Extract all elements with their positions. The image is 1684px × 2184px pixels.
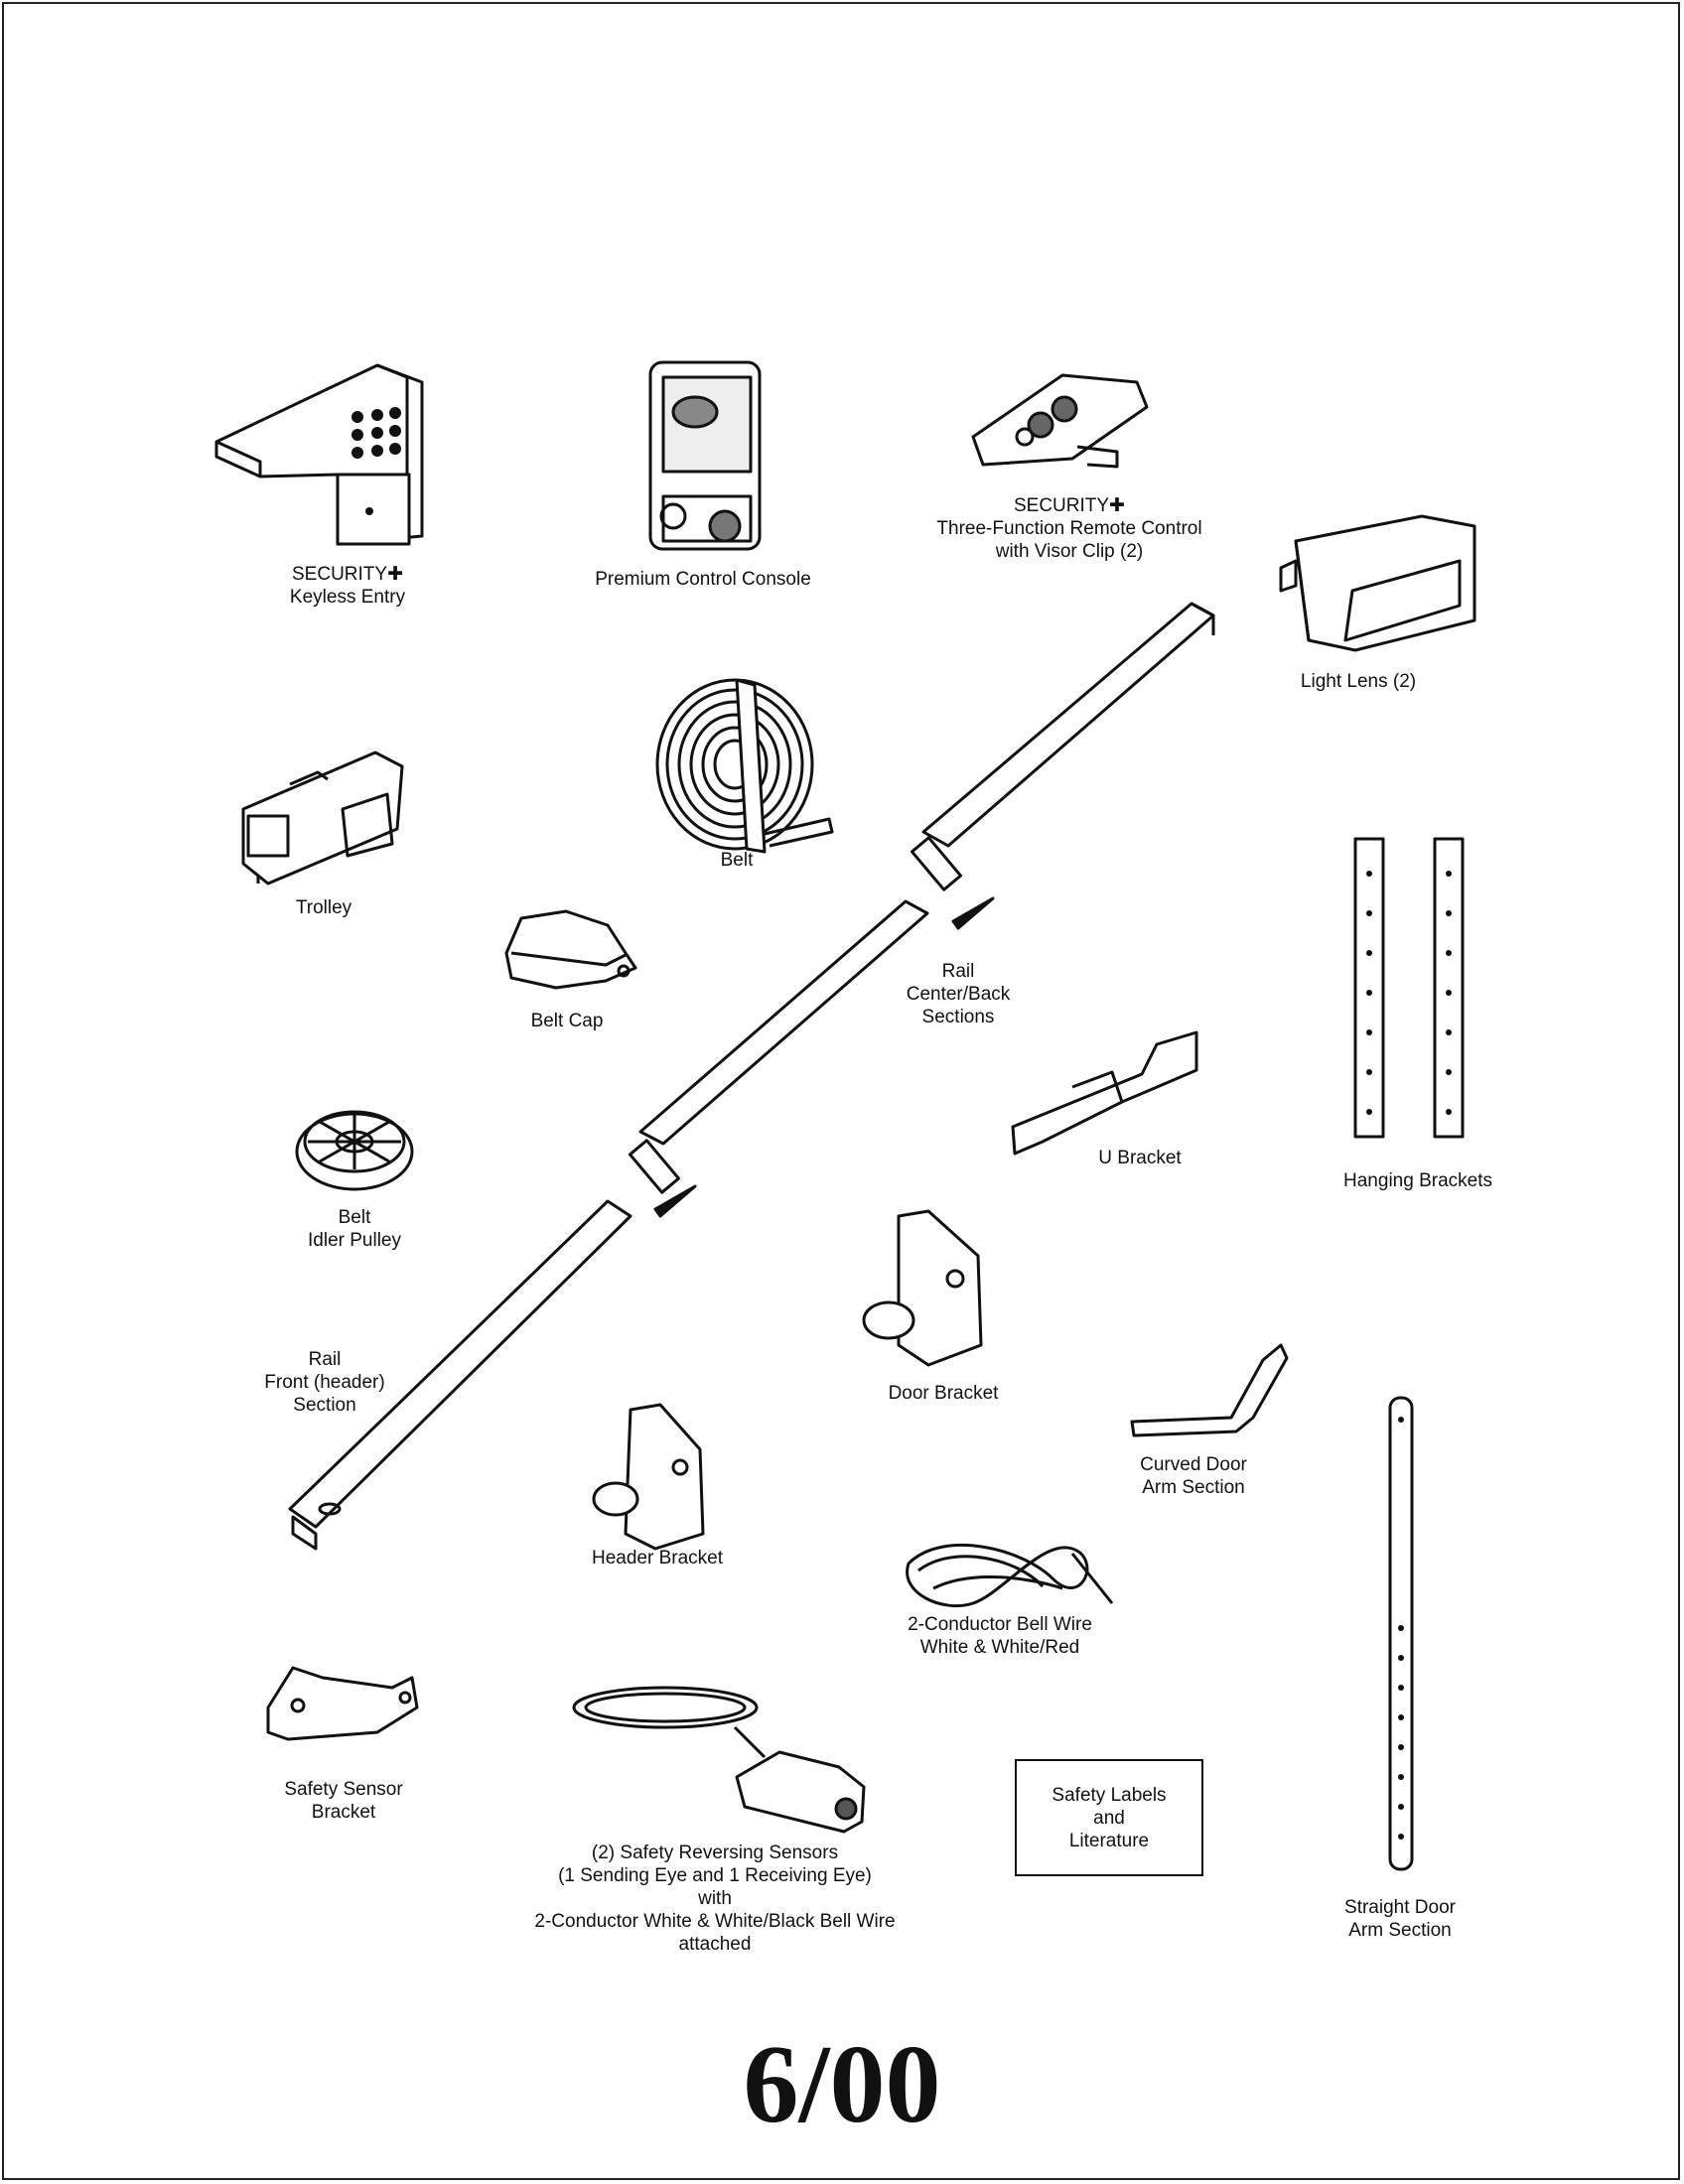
- curved-door-arm-label: Curved Door Arm Section: [1140, 1454, 1247, 1498]
- header-bracket-label: Header Bracket: [591, 1548, 724, 1569]
- light-lens-icon: [1281, 516, 1474, 650]
- u-bracket-icon: [1013, 1032, 1196, 1154]
- control-console-icon: [650, 362, 760, 549]
- header-bracket-icon: [594, 1405, 703, 1549]
- straight-door-arm-icon: [1390, 1398, 1412, 1869]
- rail-center-icon: [631, 901, 927, 1192]
- safety-labels-box: Safety Labels and Literature: [1015, 1759, 1203, 1876]
- belt-coil-icon: [657, 680, 832, 852]
- hanging-brackets-icon: [1355, 839, 1463, 1137]
- remote-control-icon: [973, 375, 1147, 467]
- keyless-entry-label: SECURITY✚ Keyless Entry: [289, 564, 406, 608]
- door-bracket-label: Door Bracket: [888, 1383, 999, 1404]
- rail-back-icon: [912, 604, 1213, 889]
- safety-sensors-icon: [574, 1688, 864, 1832]
- curved-door-arm-icon: [1132, 1345, 1287, 1435]
- page-date: 6/00: [743, 2023, 941, 2146]
- arrow-icon: [655, 898, 993, 1216]
- safety-sensor-bracket-label: Safety Sensor Bracket: [284, 1779, 403, 1823]
- trolley-icon: [243, 752, 402, 884]
- belt-label: Belt: [720, 850, 754, 871]
- idler-pulley-icon: [297, 1112, 412, 1189]
- hanging-brackets-label: Hanging Brackets: [1343, 1170, 1492, 1191]
- u-bracket-label: U Bracket: [1098, 1148, 1182, 1168]
- bell-wire-icon: [908, 1545, 1112, 1605]
- door-bracket-icon: [864, 1211, 981, 1365]
- keyless-entry-icon: [216, 365, 422, 544]
- light-lens-label: Light Lens (2): [1300, 671, 1417, 692]
- bell-wire-label: 2-Conductor Bell Wire White & White/Red: [908, 1614, 1092, 1658]
- belt-cap-label: Belt Cap: [530, 1011, 604, 1031]
- control-console-label: Premium Control Console: [595, 569, 811, 590]
- straight-door-arm-label: Straight Door Arm Section: [1344, 1897, 1456, 1941]
- belt-idler-pulley-label: Belt Idler Pulley: [308, 1207, 401, 1251]
- trolley-label: Trolley: [295, 897, 352, 918]
- safety-sensor-bracket-icon: [268, 1668, 417, 1739]
- belt-cap-icon: [506, 911, 635, 988]
- remote-control-label: SECURITY✚ Three-Function Remote Control with Visor Clip (2): [936, 495, 1202, 562]
- safety-reversing-sensors-label: (2) Safety Reversing Sensors (1 Sending Eye and 1 Receiving Eye) with 2-Conductor White & White/Black Bell Wire attached: [534, 1843, 896, 1955]
- rail-center-back-label: Rail Center/Back Sections: [906, 961, 1011, 1027]
- rail-front-label: Rail Front (header) Section: [264, 1349, 385, 1416]
